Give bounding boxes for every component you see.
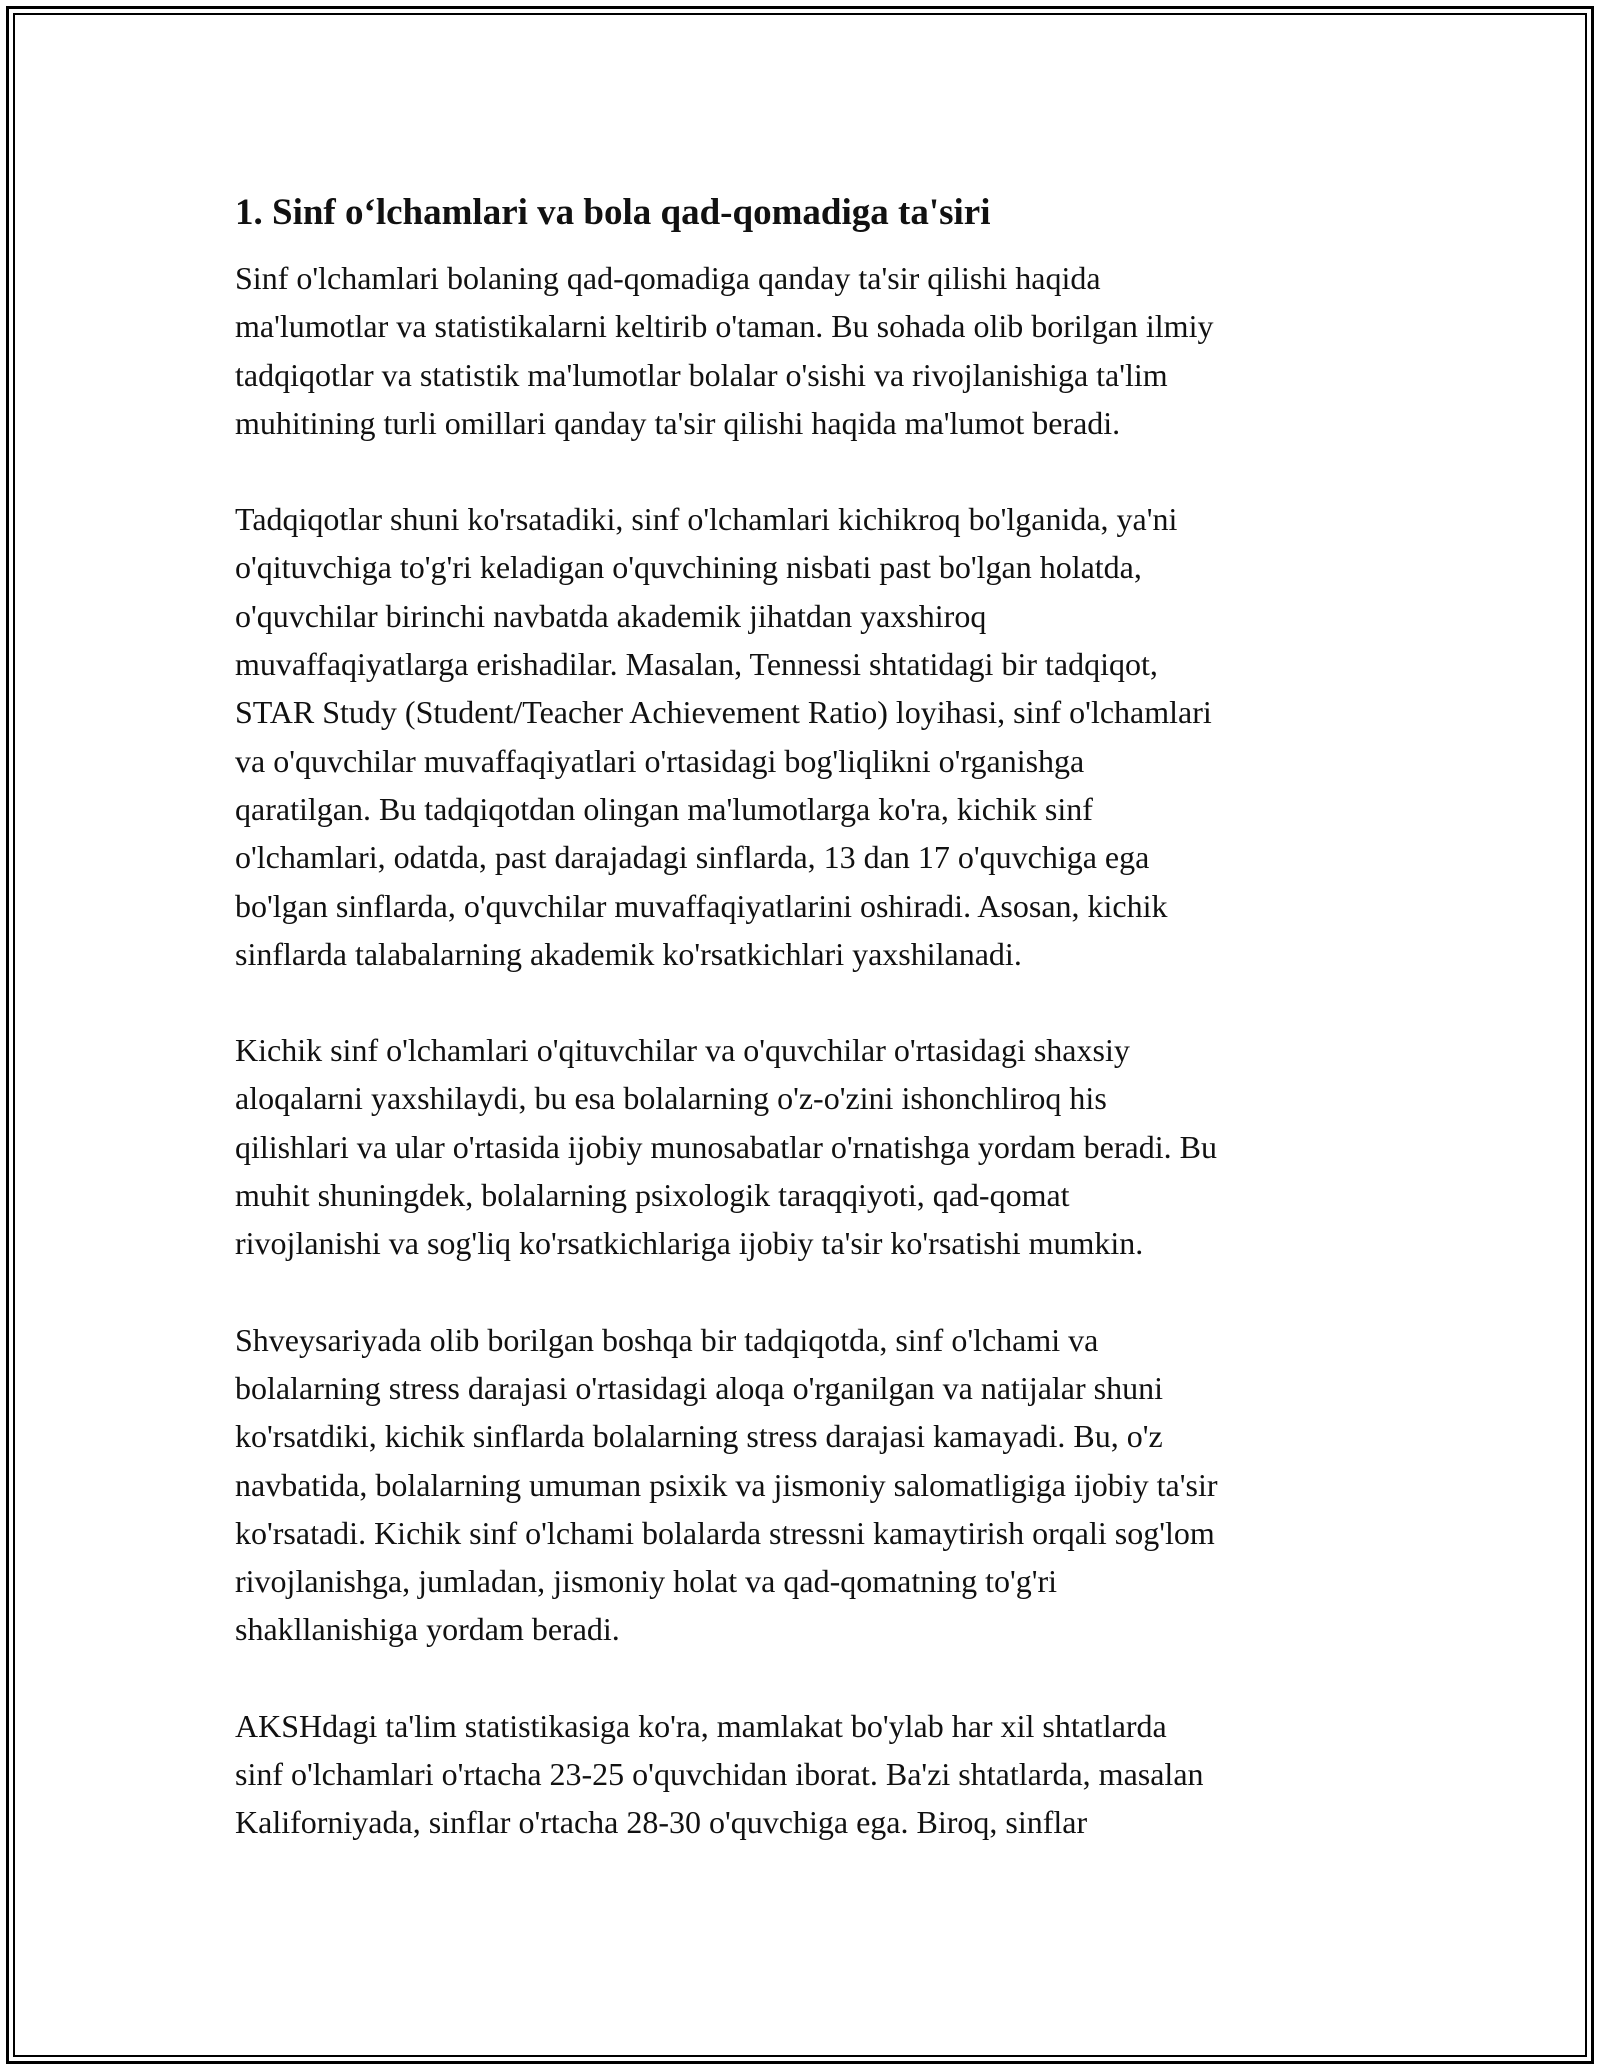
paragraph-line: bolalarning stress darajasi o'rtasidagi aloqa o'rganilgan va natijalar shuni [235,1369,1163,1406]
paragraph-line: qaratilgan. Bu tadqiqotdan olingan ma'lumotlarga ko'ra, kichik sinf [235,790,1093,827]
paragraph-line: qilishlari va ular o'rtasida ijobiy munosabatlar o'rnatishga yordam beradi. Bu [235,1128,1217,1165]
paragraph-line: ko'rsatadi. Kichik sinf o'lchami bolalarda stressni kamaytirish orqali sog'lom [235,1514,1215,1551]
document-body [235,184,1370,1895]
paragraph-line: bo'lgan sinflarda, o'quvchilar muvaffaqiyatlarini oshiradi. Asosan, kichik [235,887,1168,924]
paragraph-line: ko'rsatdiki, kichik sinflarda bolalarning stress darajasi kamayadi. Bu, o'z [235,1418,1163,1455]
paragraph-line: rivojlanishga, jumladan, jismoniy holat va qad-qomatning to'g'ri [235,1563,1058,1600]
paragraph-line: o'lchamlari, odatda, past darajadagi sinflarda, 13 dan 17 o'quvchiga ega [235,839,1150,876]
paragraph-line: Shveysariyada olib borilgan boshqa bir tadqiqotda, sinf o'lchami va [235,1321,1099,1358]
paragraph-5 [235,1702,1370,1847]
paragraph-line: muhit shuningdek, bolalarning psixologik taraqqiyoti, qad-qomat [235,1177,1070,1214]
paragraph-line: rivojlanishi va sog'liq ko'rsatkichlariga ijobiy ta'sir ko'rsatishi mumkin. [235,1225,1144,1262]
paragraph-line: Tadqiqotlar shuni ko'rsatadiki, sinf o'lchamlari kichikroq bo'lganida, ya'ni [235,501,1178,538]
paragraph-line: muvaffaqiyatlarga erishadilar. Masalan, Tennessi shtatidagi bir tadqiqot, [235,646,1158,683]
paragraph-line: sinflarda talabalarning akademik ko'rsatkichlari yaxshilanadi. [235,935,1022,972]
paragraph-line: va o'quvchilar muvaffaqiyatlari o'rtasidagi bog'liqlikni o'rganishga [235,742,1085,779]
paragraph-2 [235,495,1370,978]
paragraph-line: Kichik sinf o'lchamlari o'qituvchilar va o'quvchilar o'rtasidagi shaxsiy [235,1032,1130,1069]
paragraph-3 [235,1026,1370,1267]
paragraph-line: AKSHdagi ta'lim statistikasiga ko'ra, mamlakat bo'ylab har xil shtatlarda [235,1707,1167,1744]
paragraph-line: navbatida, bolalarning umuman psixik va jismoniy salomatligiga ijobiy ta'sir [235,1466,1218,1503]
paragraph-line: Sinf o'lchamlari bolaning qad-qomadiga qanday ta'sir qilishi haqida [235,260,1101,296]
paragraph-line: STAR Study (Student/Teacher Achievement Ratio) loyihasi, sinf o'lchamlari [235,694,1212,731]
paragraph-1 [235,254,1370,447]
paragraph-line: o'quvchilar birinchi navbatda akademik jihatdan yaxshiroq [235,597,987,634]
paragraph-line: Kaliforniyada, sinflar o'rtacha 28-30 o'quvchiga ega. Biroq, sinflar [235,1804,1088,1841]
paragraph-line: muhitining turli omillari qanday ta'sir qilishi haqida ma'lumot beradi. [235,404,1121,441]
paragraph-line: sinf o'lchamlari o'rtacha 23-25 o'quvchidan iborat. Ba'zi shtatlarda, masalan [235,1756,1204,1793]
section-heading: 1. Sinf o‘lchamlari va bola qad-qomadiga ta'siri [235,192,991,233]
paragraph-line: tadqiqotlar va statistik ma'lumotlar bolalar o'sishi va rivojlanishiga ta'lim [235,356,1168,393]
paragraph-line: o'qituvchiga to'g'ri keladigan o'quvchining nisbati past bo'lgan holatda, [235,549,1142,586]
paragraph-line: ma'lumotlar va statistikalarni keltirib o'taman. Bu sohada olib borilgan ilmiy [235,308,1214,345]
paragraph-line: aloqalarni yaxshilaydi, bu esa bolalarning o'z-o'zini ishonchliroq his [235,1080,1107,1117]
paragraph-4 [235,1316,1370,1654]
paragraph-line: shakllanishiga yordam beradi. [235,1611,620,1648]
